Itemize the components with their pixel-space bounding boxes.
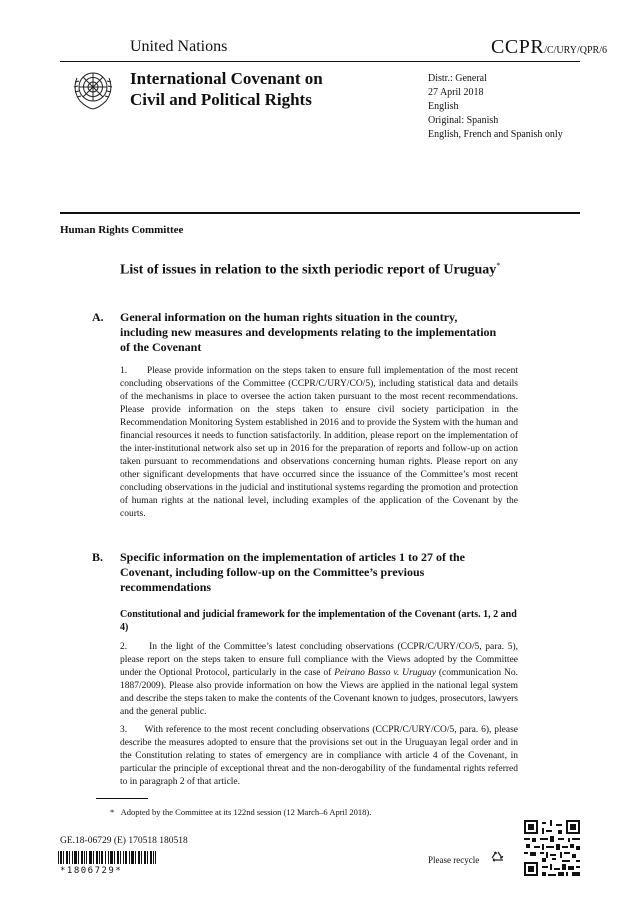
barcode-icon	[58, 851, 156, 864]
symbol-main: CCPR	[491, 36, 545, 58]
paragraph-2-text: 2. In the light of the Committee’s latest concluding observations (CCPR/C/URY/CO/5, para. 5), please report on the steps taken to ensure full compliance with the Views adopted by the Committee under the Optional Protocol, particularly in the case of	[120, 642, 518, 678]
document-symbol	[491, 36, 607, 59]
barcode-number: *1806729*	[60, 866, 123, 876]
distr-date: 27 April 2018	[428, 87, 484, 98]
section-a-letter: A.	[92, 310, 104, 324]
qr-code-icon	[524, 820, 580, 876]
covenant-title-line2: Civil and Political Rights	[130, 90, 312, 109]
header-rule	[60, 61, 580, 62]
ge-code: GE.18-06729 (E) 170518 180518	[60, 836, 188, 846]
distr-language: English	[428, 101, 459, 112]
thick-rule	[60, 212, 580, 214]
subheading: Constitutional and judicial framework for the implementation of the Covenant (arts. 1, 2 and 4)	[120, 609, 517, 633]
paragraph-2-rest: (communication No. 1887/2009). Please also provide information on how the Views are applied in the national legal system and describe the steps taken to make the contents of the Covenant known to judges, prosecutors, lawyers and the general public.	[120, 668, 518, 717]
recycle-text: Please recycle	[428, 855, 480, 865]
paragraph-2	[120, 641, 518, 719]
symbol-suffix: /C/URY/QPR/6	[544, 45, 607, 56]
committee-name: Human Rights Committee	[60, 224, 184, 236]
document-title-text: List of issues in relation to the sixth periodic report of Uruguay	[120, 262, 497, 278]
covenant-title-line1: International Covenant on	[130, 69, 323, 88]
paragraph-3: 3. With reference to the most recent concluding observations (CCPR/C/URY/CO/5, para. 6), please describe the measures adopted to ensure that the provisions set out in the Uruguayan legal order and in the Constitution relating to states of emergency are in compliance with article 4 of the Covenant, in particular the principle of exceptional threat and the non-derogability of the fundamental rights referred to in paragraph 2 of that article.	[120, 725, 518, 787]
paragraph-1: 1. Please provide information on the steps taken to ensure full implementation of the most recent concluding observations of the Committee (CCPR/C/URY/CO/5), including statistical data and details of the mechanisms in place to oversee the action taken pursuant to the most recent recommendations. Please provide information on the steps taken to ensure civil society participation in the Recommendation Monitoring System established in 2016 and to provide the System with the human and financial resources it needs to function satisfactorily. In addition, please report on the implementation of the inter-institutional network also set up in 2016 for the preparation of reports and follow-up on action taken pursuant to recommendations and observations concerning human rights. Please report on any other significant developments that have occurred since the issuance of the Committee’s most recent concluding observations in the judicial and institutional systems regarding the promotion and protection of human rights at the national level, including examples of the application of the Covenant by the courts.	[120, 366, 518, 519]
case-name: Peirano Basso v. Uruguay	[334, 668, 436, 678]
document-title	[120, 257, 520, 279]
distribution-block	[428, 72, 563, 142]
distr-original: Original: Spanish	[428, 115, 499, 126]
footnote-rule	[96, 798, 148, 799]
footnote-marker: *	[496, 261, 501, 270]
distr-languages: English, French and Spanish only	[428, 129, 563, 140]
footnote: * Adopted by the Committee at its 122nd session (12 March–6 April 2018).	[110, 807, 372, 817]
section-b-title: Specific information on the implementation of articles 1 to 27 of the Covenant, including follow-up on the Committee’s previous recommendations	[120, 550, 465, 594]
recycle-icon	[490, 851, 506, 865]
section-b-letter: B.	[92, 550, 104, 564]
org-name: United Nations	[130, 38, 228, 55]
covenant-title	[130, 68, 323, 110]
distr-line: Distr.: General	[428, 73, 487, 84]
section-a-title: General information on the human rights situation in the country, including new measures and developments relating to the implementation of the Covenant	[120, 310, 497, 354]
un-emblem-icon	[70, 66, 116, 112]
